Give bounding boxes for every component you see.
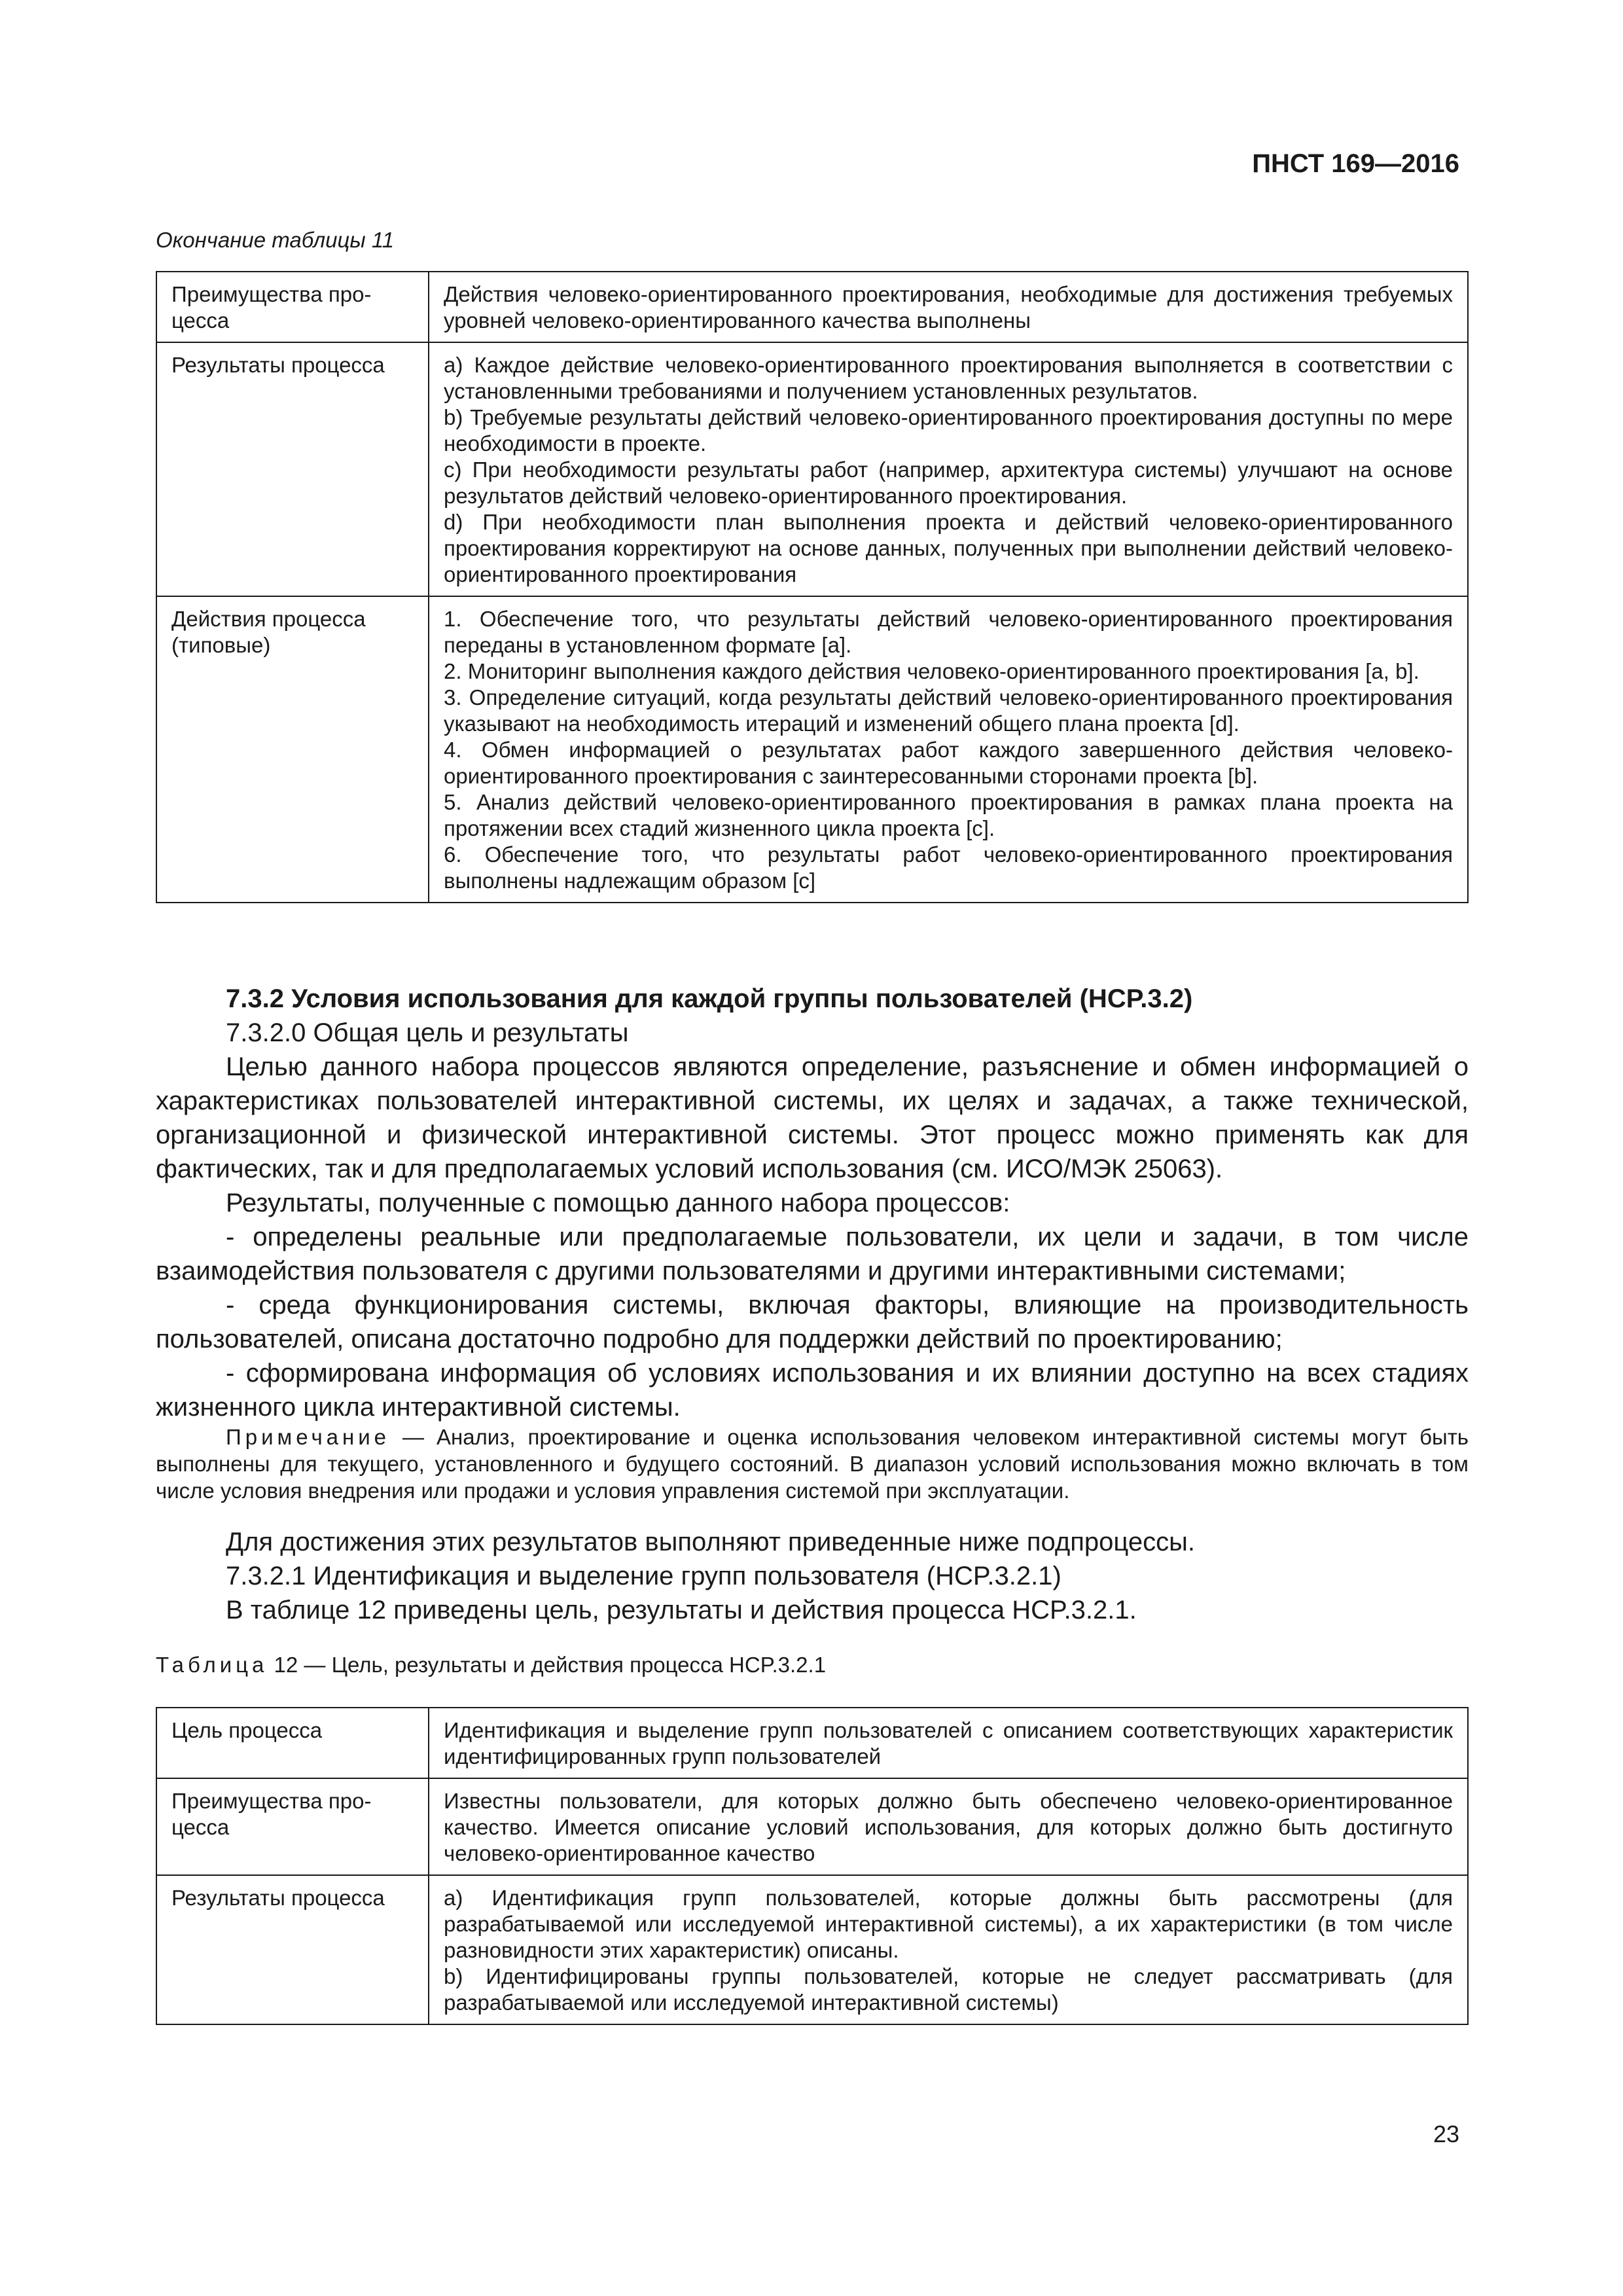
row-content-line: 5. Анализ действий человеко-ориентированного проектирования в рамках плана проекта на протяжении всех стадий жизненного цикла проекта [c]. xyxy=(444,790,1453,840)
row-content-line: 6. Обеспечение того, что результаты работ человеко-ориентированного проектирования выполнены надлежащим образом [c] xyxy=(444,842,1453,893)
row-label-line: цесса xyxy=(171,1815,230,1839)
paragraph: В таблице 12 приведены цель, результаты и действия процесса HCP.3.2.1. xyxy=(226,1596,1137,1624)
row-content-line: 3. Определение ситуаций, когда результаты действий человеко-ориентированного проектирования указывают на необходимость итераций и изменений общего плана проекта [d]. xyxy=(444,685,1453,736)
row-content xyxy=(429,342,1468,596)
table-caption-label: Таблица xyxy=(156,1653,268,1677)
row-content-line: a) Идентификация групп пользователей, которые должны быть рассмотрены (для разрабатываемой или исследуемой интерактивной системы), а их характеристики (в том числе разновидности этих характеристик) описаны. xyxy=(444,1886,1453,1962)
row-label-line: Результаты процесса xyxy=(171,1886,385,1910)
table-row xyxy=(156,272,1468,342)
row-content-line: 2. Мониторинг выполнения каждого действия человеко-ориентированного проектирования [a, b]. xyxy=(444,659,1419,683)
row-label xyxy=(156,596,429,903)
document-code: ПНСТ 169—2016 xyxy=(1252,149,1459,178)
row-content xyxy=(429,1778,1468,1875)
row-label-line: Преимущества про- xyxy=(171,1789,372,1813)
row-content-line: Действия человеко-ориентированного проектирования, необходимые для достижения требуемых уровней человеко-ориентированного качества выполнены xyxy=(444,282,1453,332)
row-content-line: d) При необходимости план выполнения проекта и действий человеко-ориентированного проектирования корректируют на основе данных, полученных при выполнении действий человеко-ориентированного проектирования xyxy=(444,510,1453,586)
row-content-line: b) Требуемые результаты действий человеко-ориентированного проектирования доступны по мере необходимости в проекте. xyxy=(444,405,1453,456)
section-continuation xyxy=(156,1525,1469,1627)
page-number: 23 xyxy=(1433,2121,1459,2147)
row-label-line: Результаты процесса xyxy=(171,353,385,377)
row-label-line: Цель процесса xyxy=(171,1718,323,1742)
bullet-item: - сформирована информация об условиях использования и их влиянии доступно на всех стадиях жизненного цикла интерактивной системы. xyxy=(156,1359,1469,1422)
table-11 xyxy=(156,271,1469,903)
note-text: — Анализ, проектирование и оценка использования человеком интерактивной системы могут быть выполнены для текущего, установленного и будущего состояний. В диапазон условий использования можно включать в том числе условия внедрения или продажи и условия управления системой при эксплуатации. xyxy=(156,1425,1469,1503)
paragraph: Результаты, полученные с помощью данного набора процессов: xyxy=(226,1189,1010,1217)
row-content-line: 1. Обеспечение того, что результаты действий человеко-ориентированного проектирования переданы в установленном формате [a]. xyxy=(444,607,1453,657)
row-content-line: 4. Обмен информацией о результатах работ каждого завершенного действия человеко-ориентированного проектирования с заинтересованными сторонами проекта [b]. xyxy=(444,738,1453,788)
table-row xyxy=(156,596,1468,903)
note-label: Примечание xyxy=(226,1425,391,1449)
row-label xyxy=(156,1875,429,2024)
table-row xyxy=(156,1708,1468,1778)
note xyxy=(156,1424,1469,1504)
row-content-line: Известны пользователи, для которых должно быть обеспечено человеко-ориентированное качество. Имеется описание условий использования, для которых должно быть достигнуто человеко-ориентированное качество xyxy=(444,1789,1453,1865)
row-content xyxy=(429,272,1468,342)
row-label-line: Действия процесса xyxy=(171,607,366,631)
row-label xyxy=(156,272,429,342)
section-subheading: 7.3.2.1 Идентификация и выделение групп пользователя (HCP.3.2.1) xyxy=(226,1562,1061,1590)
table-12 xyxy=(156,1707,1469,2025)
table-row xyxy=(156,1875,1468,2024)
bullet-item: - определены реальные или предполагаемые пользователи, их цели и задачи, в том числе взаимодействия пользователя с другими пользователями и другими интерактивными системами; xyxy=(156,1223,1469,1285)
row-content xyxy=(429,1708,1468,1778)
table-caption-text: 12 — Цель, результаты и действия процесса HCP.3.2.1 xyxy=(268,1653,827,1677)
table-row xyxy=(156,342,1468,596)
row-label xyxy=(156,1708,429,1778)
row-content xyxy=(429,1875,1468,2024)
row-label xyxy=(156,1778,429,1875)
row-label-line: Преимущества про- xyxy=(171,282,372,306)
table-caption xyxy=(156,1653,826,1677)
section-heading: 7.3.2 Условия использования для каждой группы пользователей (HCP.3.2) xyxy=(226,984,1193,1013)
table-row xyxy=(156,1778,1468,1875)
paragraph: Для достижения этих результатов выполняют приведенные ниже подпроцессы. xyxy=(226,1528,1195,1556)
section-subheading: 7.3.2.0 Общая цель и результаты xyxy=(226,1018,629,1047)
row-content-line: Идентификация и выделение групп пользователей с описанием соответствующих характеристик идентифицированных групп пользователей xyxy=(444,1718,1453,1768)
row-label xyxy=(156,342,429,596)
row-content-line: c) При необходимости результаты работ (например, архитектура системы) улучшают на основе результатов действий человеко-ориентированного проектирования. xyxy=(444,457,1453,508)
row-content xyxy=(429,596,1468,903)
row-label-line: (типовые) xyxy=(171,633,271,657)
table-continuation-label: Окончание таблицы 11 xyxy=(156,228,395,252)
row-label-line: цесса xyxy=(171,308,230,332)
section-7-3-2 xyxy=(156,982,1469,1424)
bullet-item: - среда функционирования системы, включая факторы, влияющие на производительность пользователей, описана достаточно подробно для поддержки действий по проектированию; xyxy=(156,1291,1469,1354)
row-content-line: b) Идентифицированы группы пользователей, которые не следует рассматривать (для разрабатываемой или исследуемой интерактивной системы) xyxy=(444,1964,1453,2015)
paragraph: Целью данного набора процессов являются определение, разъяснение и обмен информацией о характеристиках пользователей интерактивной системы, их целях и задачах, а также технической, организационной и физической интерактивной системы. Этот процесс можно применять как для фактических, так и для предполагаемых условий использования (см. ИСО/МЭК 25063). xyxy=(156,1052,1469,1183)
row-content-line: a) Каждое действие человеко-ориентированного проектирования выполняется в соответствии с установленными требованиями и получением установленных результатов. xyxy=(444,353,1453,403)
